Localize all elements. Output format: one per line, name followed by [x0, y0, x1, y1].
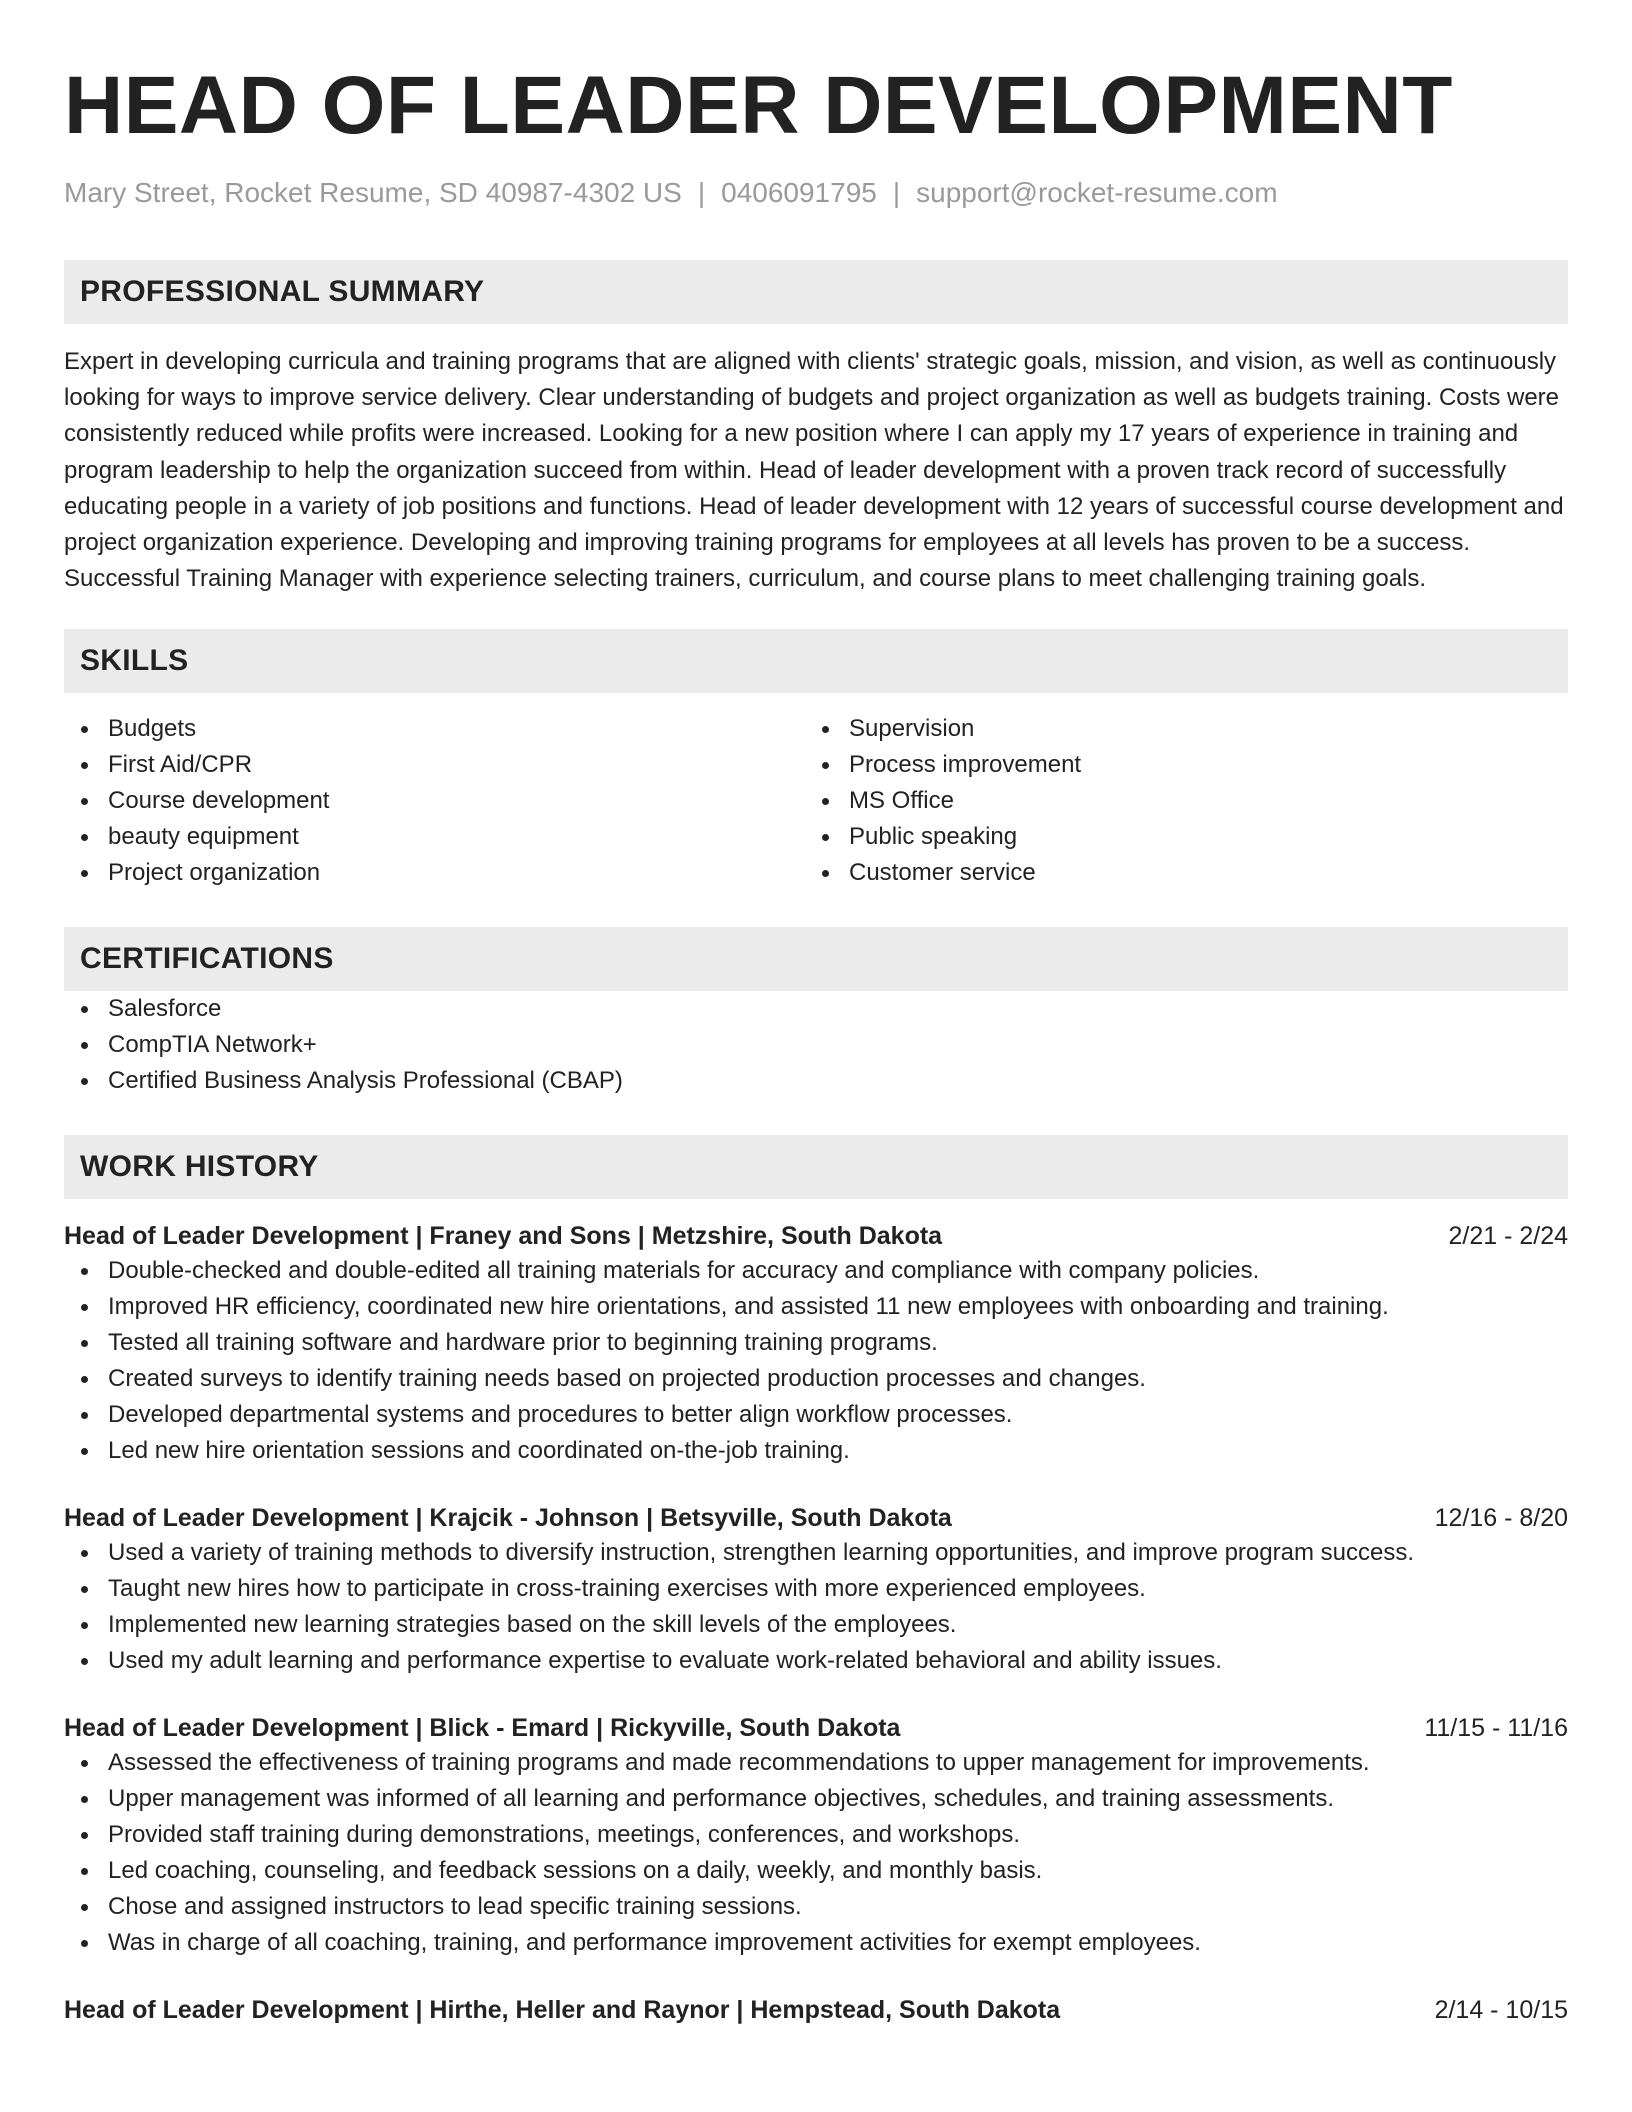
job-title: Head of Leader Development | Hirthe, Heller and Raynor | Hempstead, South Dakota [64, 1996, 1061, 2025]
job-duty-item: Taught new hires how to participate in cross-training exercises with more experienced employees. [64, 1571, 1568, 1607]
skill-item: Budgets [64, 711, 805, 747]
job-duty-item: Used a variety of training methods to diversify instruction, strengthen learning opportunities, and improve program success. [64, 1535, 1568, 1571]
job-title: Head of Leader Development | Franey and Sons | Metzshire, South Dakota [64, 1222, 943, 1251]
job-dates: 11/15 - 11/16 [1424, 1714, 1568, 1743]
contact-line [64, 176, 1568, 210]
skill-item: First Aid/CPR [64, 747, 805, 783]
skills-column-left [64, 711, 805, 891]
job-header [64, 1993, 1568, 2027]
certifications-heading: CERTIFICATIONS [64, 927, 1568, 991]
certification-item: Salesforce [64, 991, 1568, 1027]
job-duty-item: Chose and assigned instructors to lead specific training sessions. [64, 1889, 1568, 1925]
skill-item: Public speaking [805, 819, 1546, 855]
job-duty-item: Used my adult learning and performance expertise to evaluate work-related behavioral and ability issues. [64, 1643, 1568, 1679]
job-duties-list [64, 1253, 1568, 1469]
certifications-list [64, 991, 1568, 1099]
summary-text: Expert in developing curricula and training programs that are aligned with clients' strategic goals, mission, and vision, as well as continuously looking for ways to improve service delivery. Clear understanding of budgets and project organization as well as budgets training. Costs were consistently reduced while profits were increased. Looking for a new position where I can apply my 17 years of experience in training and program leadership to help the organization succeed from within. Head of leader development with a proven track record of successfully educating people in a variety of job positions and functions. Head of leader development with 12 years of successful course development and project organization experience. Developing and improving training programs for employees at all levels has proven to be a success. Successful Training Manager with experience selecting trainers, curriculum, and course plans to meet challenging training goals. [64, 348, 1564, 593]
skills-list-right [805, 711, 1546, 891]
job-duty-item: Tested all training software and hardware prior to beginning training programs. [64, 1325, 1568, 1361]
separator: | [697, 177, 706, 208]
job-header [64, 1711, 1568, 1745]
phone-text: 0406091795 [721, 177, 877, 208]
address-text: Mary Street, Rocket Resume, SD 40987-4302 US [64, 177, 682, 208]
job-dates: 2/14 - 10/15 [1434, 1996, 1568, 2025]
skills-heading: SKILLS [64, 629, 1568, 693]
job-duty-item: Double-checked and double-edited all training materials for accuracy and compliance with company policies. [64, 1253, 1568, 1289]
skill-item: Customer service [805, 855, 1546, 891]
job-title: Head of Leader Development | Blick - Emard | Rickyville, South Dakota [64, 1714, 901, 1743]
job-entry [64, 1711, 1568, 1961]
skill-item: MS Office [805, 783, 1546, 819]
job-title: Head of Leader Development | Krajcik - Johnson | Betsyville, South Dakota [64, 1504, 952, 1533]
job-header [64, 1501, 1568, 1535]
skill-item: Course development [64, 783, 805, 819]
email-link[interactable]: support@rocket-resume.com [916, 177, 1278, 208]
skill-item: Project organization [64, 855, 805, 891]
job-duty-item: Led new hire orientation sessions and coordinated on-the-job training. [64, 1433, 1568, 1469]
skills-grid [64, 711, 1568, 891]
job-duty-item: Improved HR efficiency, coordinated new hire orientations, and assisted 11 new employees with onboarding and training. [64, 1289, 1568, 1325]
job-duty-item: Provided staff training during demonstrations, meetings, conferences, and workshops. [64, 1817, 1568, 1853]
job-duties-list [64, 1535, 1568, 1679]
summary-heading: PROFESSIONAL SUMMARY [64, 260, 1568, 324]
job-duty-item: Upper management was informed of all learning and performance objectives, schedules, and training assessments. [64, 1781, 1568, 1817]
job-duty-item: Created surveys to identify training needs based on projected production processes and changes. [64, 1361, 1568, 1397]
job-dates: 2/21 - 2/24 [1448, 1222, 1568, 1251]
job-dates: 12/16 - 8/20 [1434, 1504, 1568, 1533]
job-duty-item: Implemented new learning strategies based on the skill levels of the employees. [64, 1607, 1568, 1643]
certification-item: CompTIA Network+ [64, 1027, 1568, 1063]
job-duties-list [64, 1745, 1568, 1961]
skills-list-left [64, 711, 805, 891]
job-entry [64, 1501, 1568, 1679]
job-duty-item: Was in charge of all coaching, training, and performance improvement activities for exempt employees. [64, 1925, 1568, 1961]
skill-item: beauty equipment [64, 819, 805, 855]
skills-column-right [805, 711, 1546, 891]
job-header [64, 1219, 1568, 1253]
separator: | [892, 177, 901, 208]
job-duty-item: Developed departmental systems and procedures to better align workflow processes. [64, 1397, 1568, 1433]
job-entry [64, 1219, 1568, 1469]
job-entry [64, 1993, 1568, 2027]
job-duty-item: Assessed the effectiveness of training programs and made recommendations to upper management for improvements. [64, 1745, 1568, 1781]
job-duty-item: Led coaching, counseling, and feedback sessions on a daily, weekly, and monthly basis. [64, 1853, 1568, 1889]
work-history-heading: WORK HISTORY [64, 1135, 1568, 1199]
skill-item: Supervision [805, 711, 1546, 747]
resume-title: HEAD OF LEADER DEVELOPMENT [64, 60, 1453, 151]
certification-item: Certified Business Analysis Professional (CBAP) [64, 1063, 1568, 1099]
skill-item: Process improvement [805, 747, 1546, 783]
